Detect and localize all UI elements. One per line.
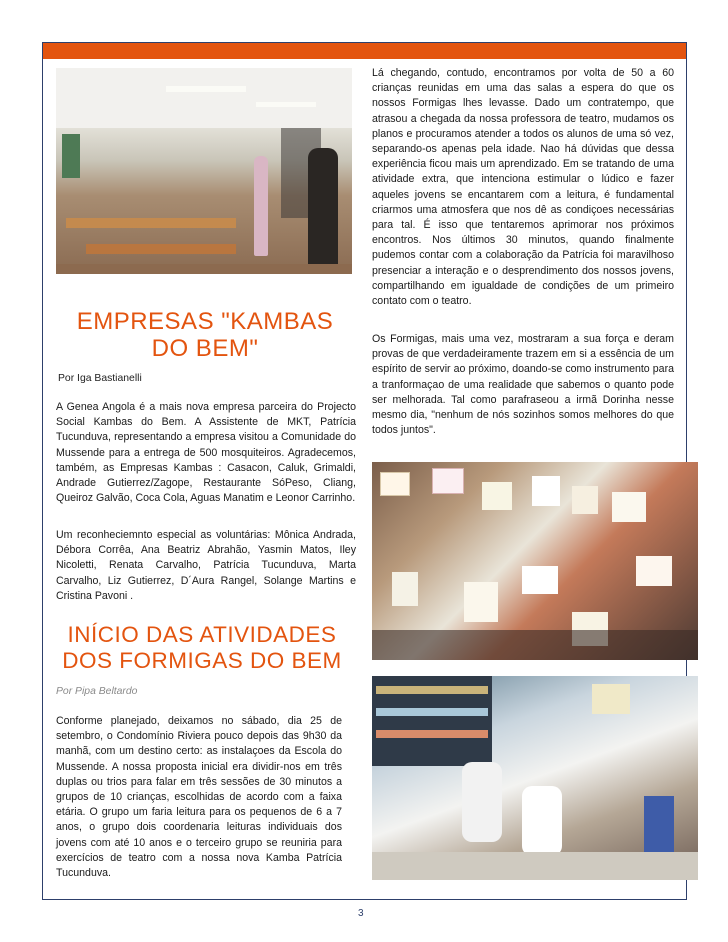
article-continued-paragraph-2: Os Formigas, mais uma vez, mostraram a sua força e deram provas de que verdadeiramente trazem em si a essência de um espírito de servir ao próximo, doando-se como instrumento para a tranformaçao de uma realidade que sabemos o quanto pode ser melhorada. Tal como parafraseou a irmã Dorinha nesse mesmo dia, "nenhum de nós sozinhos somos melhores do que todos juntos". — [372, 333, 674, 437]
kambas-paragraph-1: A Genea Angola é a mais nova empresa parceira do Projecto Social Kambas do Bem. A Assistente de MKT, Patrícia Tucunduva, representando a empresa visitou a Comunidade do Mussende para a entrega de 500 mosquiteiros. Agradecemos, também, as Empresas Kambas : Casacon, Caluk, Grimaldi, Andrade Gutierrez/Zagope, Restaurante SóPeso, Cliang, Queiroz Galvão, Coca Cola, Aguas Manatim e Leonor Carrinho. — [56, 401, 356, 505]
classroom-photo — [56, 68, 352, 274]
article-continued-paragraph-1: Lá chegando, contudo, encontramos por volta de 50 a 60 crianças reunidas em uma das salas a espera do que os nossos Formigas lhes levasse. Dado um contratempo, que atrasou a chegada da nossa professora de teatro, mudamos os planos e procuramos atender a todos os alunos de uma só vez, separando-os apenas pela idade. Nao há dúvidas que dessa experiência ficou mais um aprendizado. Em se tratando de uma atividade extra, que intenciona estimular o lúdico e fazer aqueles jovens se encantarem com a leitura, é fundamental criarmos uma atmosfera que nos dê as condiçoes necessárias para tal. É isso que tentaremos aprimorar nos próximos encontros. Nos últimos 30 minutos, quando finalmente pudemos contar com a colaboração da Patrícia foi maravilhoso presenciar a interação e o desprendimento dos nossos jovens, compartilhando em igualdade de condições de um primeiro contato com o teatro. — [372, 67, 674, 308]
library-photo — [372, 676, 698, 880]
byline-iga: Por Iga Bastianelli — [58, 373, 142, 384]
formigas-paragraph: Conforme planejado, deixamos no sábado, dia 25 de setembro, o Condomínio Riviera pouco depois das 9h30 da manhã, com um destino certo: as instalaçoes da Escola do Mussende. A nossa proposta inicial era dividir-nos em três duplas ou trios para falar em três sessões de 30 minutos a grupos de 10 crianças, escolhidas de acordo com a faixa etária. O grupo um faria leitura para os pequenos de 6 a 7 anos, o grupo dois coordenaria leituras individuais dos jovens com até 10 anos e o terceiro grupo se reuniria para exercícios de teatro com a nossa nova Kamba Patrícia Tucunduva. — [56, 715, 342, 880]
children-with-drawings-photo — [372, 462, 698, 660]
page-number: 3 — [358, 908, 364, 919]
article-title-kambas: EMPRESAS "KAMBAS DO BEM" — [76, 308, 334, 362]
header-bar — [43, 43, 686, 59]
byline-pipa: Por Pipa Beltardo — [56, 686, 138, 697]
kambas-paragraph-2: Um reconheciemnto especial as voluntárias: Mônica Andrada, Débora Corrêa, Ana Beatriz Abrahão, Yasmin Matos, Iley Nicoletti, Renata Carvalho, Patrícia Tucunduva, Marta Carvalho, Liz Gutierrez, D´Aura Rangel, Solange Martins e Cristina Pavoni . — [56, 529, 356, 602]
article-title-formigas: INÍCIO DAS ATIVIDADES DOS FORMIGAS DO BEM — [62, 622, 342, 673]
